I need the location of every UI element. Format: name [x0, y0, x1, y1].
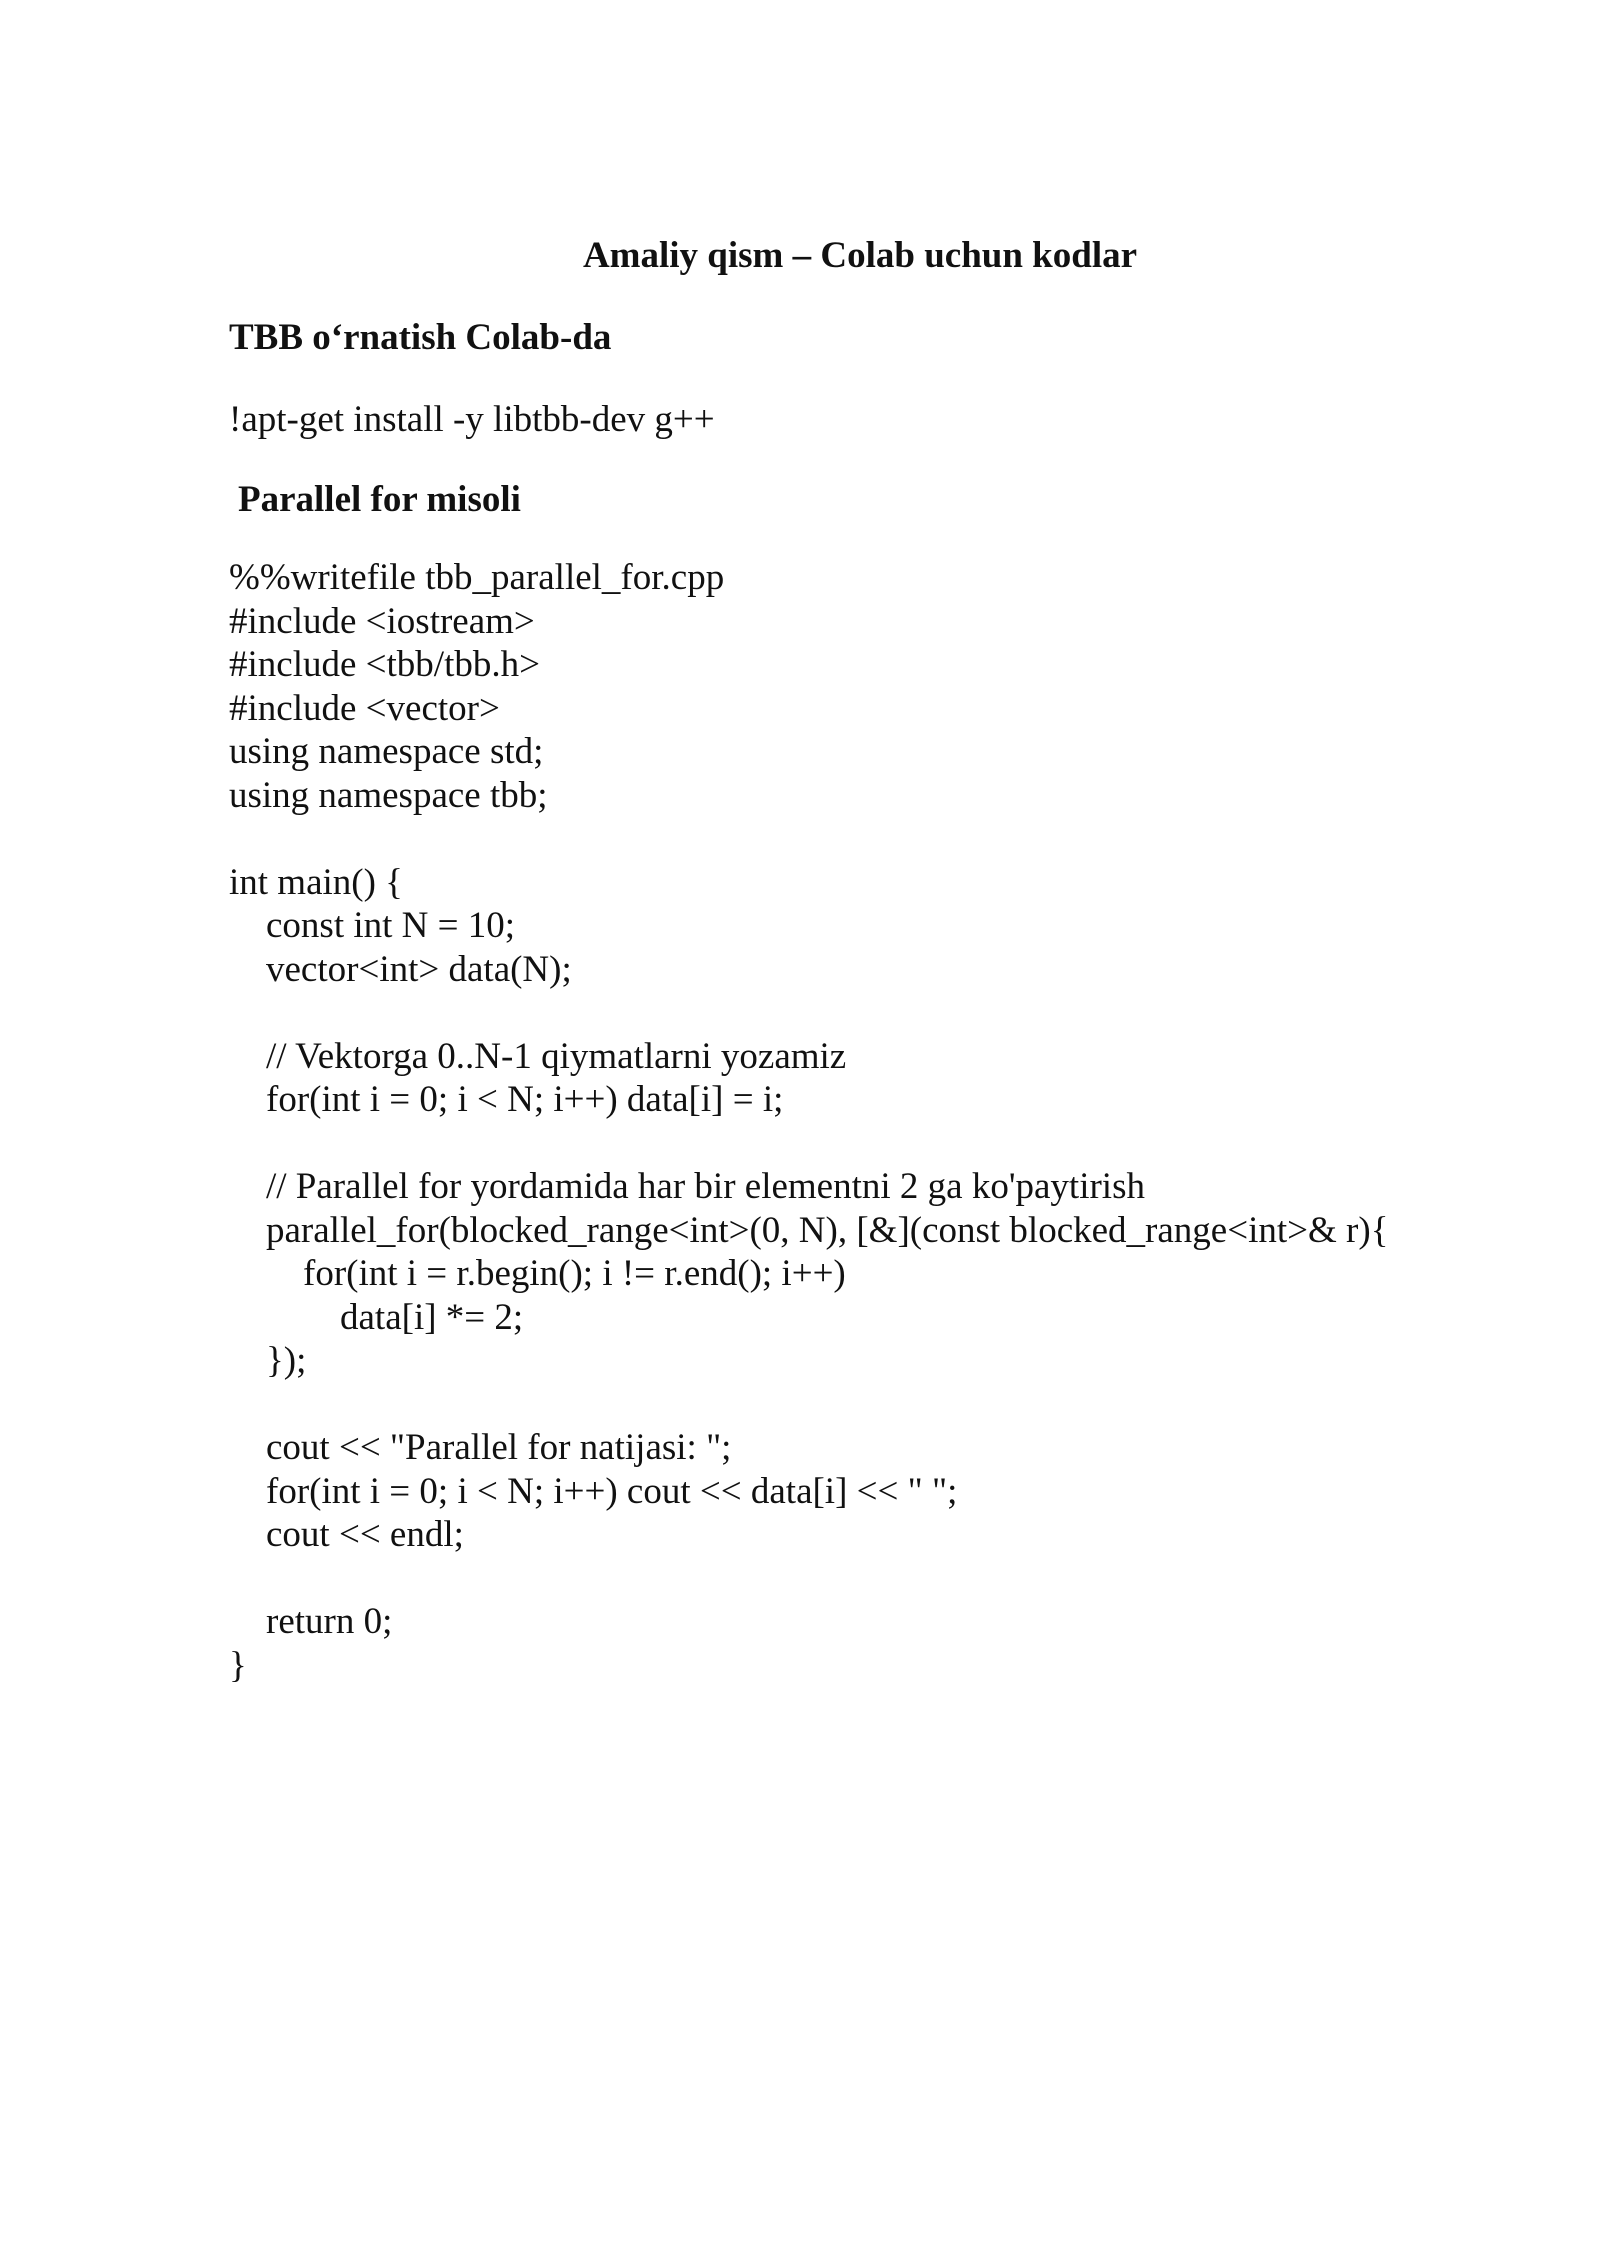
code-line: #include <vector>	[229, 687, 500, 729]
code-line: for(int i = 0; i < N; i++) data[i] = i;	[229, 1079, 784, 1120]
document-title: Amaliy qism – Colab uchun kodlar	[582, 235, 1138, 276]
code-line	[229, 1122, 1529, 1166]
install-command: !apt-get install -y libtbb-dev g++	[229, 399, 715, 440]
code-line: const int N = 10;	[229, 905, 516, 946]
code-line: }	[229, 1644, 247, 1686]
code-line: using namespace std;	[229, 731, 544, 772]
code-line: cout << endl;	[229, 1514, 464, 1555]
code-line	[229, 1557, 1529, 1601]
code-line	[229, 1383, 1529, 1427]
code-line: for(int i = 0; i < N; i++) cout << data[i] << " ";	[229, 1470, 958, 1512]
code-line: for(int i = r.begin(); i != r.end(); i++)	[229, 1253, 846, 1294]
section-heading-install: TBB o‘rnatish Colab-da	[229, 317, 612, 358]
code-line: // Vektorga 0..N-1 qiymatlarni yozamiz	[229, 1035, 847, 1077]
code-line: data[i] *= 2;	[229, 1296, 524, 1338]
code-line: using namespace tbb;	[229, 774, 548, 816]
code-line: cout << "Parallel for natijasi: ";	[229, 1427, 732, 1468]
code-line: int main() {	[229, 861, 403, 903]
code-line: return 0;	[229, 1601, 393, 1642]
code-line: // Parallel for yordamida har bir elementni 2 ga ko'paytirish	[229, 1166, 1145, 1207]
code-line: parallel_for(blocked_range<int>(0, N), [&](const blocked_range<int>& r){	[229, 1209, 1389, 1251]
code-line: %%writefile tbb_parallel_for.cpp	[229, 557, 725, 598]
code-line: });	[229, 1340, 307, 1381]
code-block	[229, 556, 1529, 1687]
code-line	[229, 991, 1529, 1035]
code-line	[229, 817, 1529, 861]
section-heading-parallel-for: Parallel for misoli	[238, 479, 521, 520]
code-line: vector<int> data(N);	[229, 948, 572, 990]
code-line: #include <iostream>	[229, 600, 535, 642]
code-line: #include <tbb/tbb.h>	[229, 644, 540, 685]
